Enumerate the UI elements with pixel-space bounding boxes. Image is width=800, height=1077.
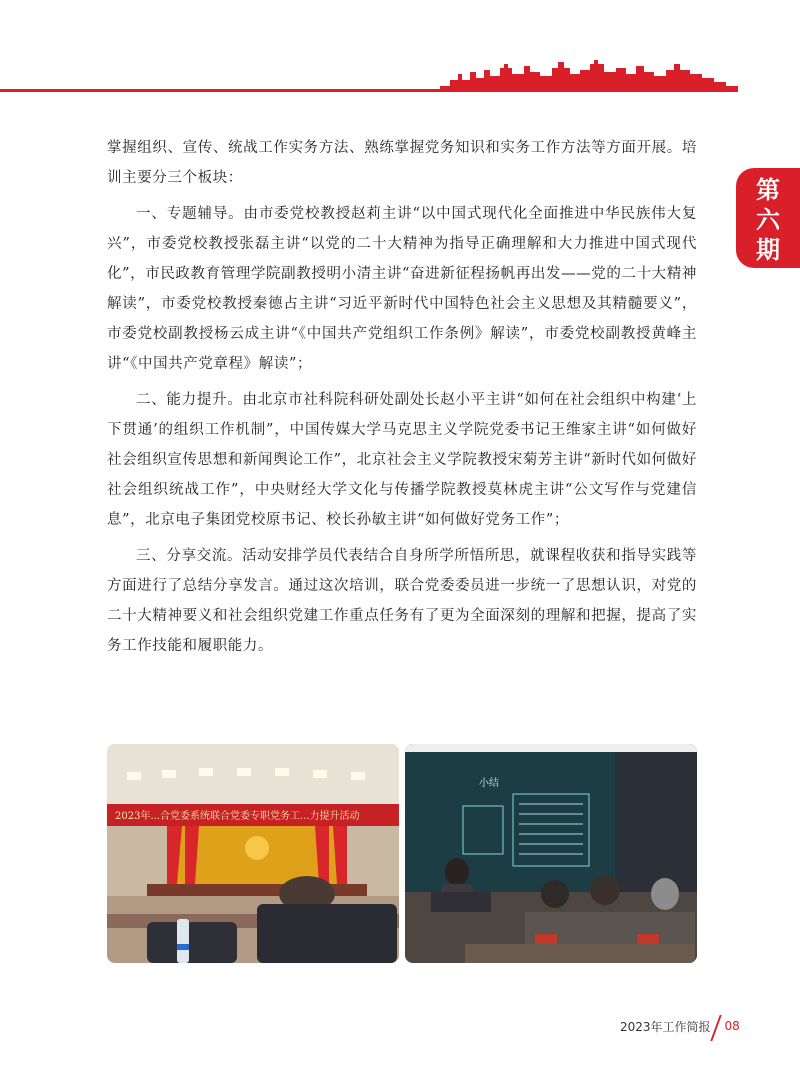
paragraph-topic-guidance: 一、专题辅导。由市委党校教授赵莉主讲“以中国式现代化全面推进中华民族伟大复兴”，市委党校教授张磊主讲“以党的二十大精神为指导正确理解和大力推进中国式现代化”，市民政教育管理学院副教授明小清主讲“奋进新征程扬帆再出发——党的二十大精神解读”，市委党校教授秦德占主讲“习近平新时代中国特色社会主义思想及其精髓要义”，市委党校副教授杨云成主讲“《中国共产党组织工作条例》解读”，市委党校副教授黄峰主讲“《中国共产党章程》解读”； [107, 206, 697, 372]
page-footer [620, 1016, 744, 1036]
photo-lecture-screen [405, 744, 697, 963]
photo-conference-hall [107, 744, 399, 963]
paragraph-capability: 二、能力提升。由北京市社科院科研处副处长赵小平主讲“如何在社会组织中构建‘上下贯通’的组织工作机制”，中国传媒大学马克思主义学院党委书记王维家主讲“如何做好社会组织宣传思想和新闻舆论工作”，北京社会主义学院教授宋菊芳主讲“新时代如何做好社会组织统战工作”，中央财经大学文化与传播学院教授莫林虎主讲“公文写作与党建信息”，北京电子集团党校原书记、校长孙敏主讲“如何做好党务工作”； [107, 392, 697, 528]
article-body [107, 133, 697, 667]
paragraph-sharing: 三、分享交流。活动安排学员代表结合自身所学所悟所思，就课程收获和指导实践等方面进行了总结分享发言。通过这次培训，联合党委委员进一步统一了思想认识，对党的二十大精神要义和社会组织党建工作重点任务有了更为全面深刻的理解和把握，提高了实务工作技能和履职能力。 [107, 548, 697, 654]
issue-char-3: 期 [756, 236, 780, 264]
photo-left-banner: 2023年...合党委系统联合党委专职党务工...力提升活动 [115, 811, 360, 822]
issue-char-1: 第 [756, 176, 780, 204]
page-number: 08 [715, 1019, 744, 1033]
issue-char-2: 六 [756, 206, 780, 234]
footer-brief-title: 2023年工作简报 [620, 1019, 711, 1034]
skyline-decoration [440, 60, 738, 92]
paragraph-intro: 掌握组织、宣传、统战工作实务方法、熟练掌握党务知识和实务工作方法等方面开展。培训主要分三个板块： [107, 140, 697, 186]
issue-tab [736, 168, 800, 268]
photo-right-screen-title: 小结 [479, 778, 499, 789]
